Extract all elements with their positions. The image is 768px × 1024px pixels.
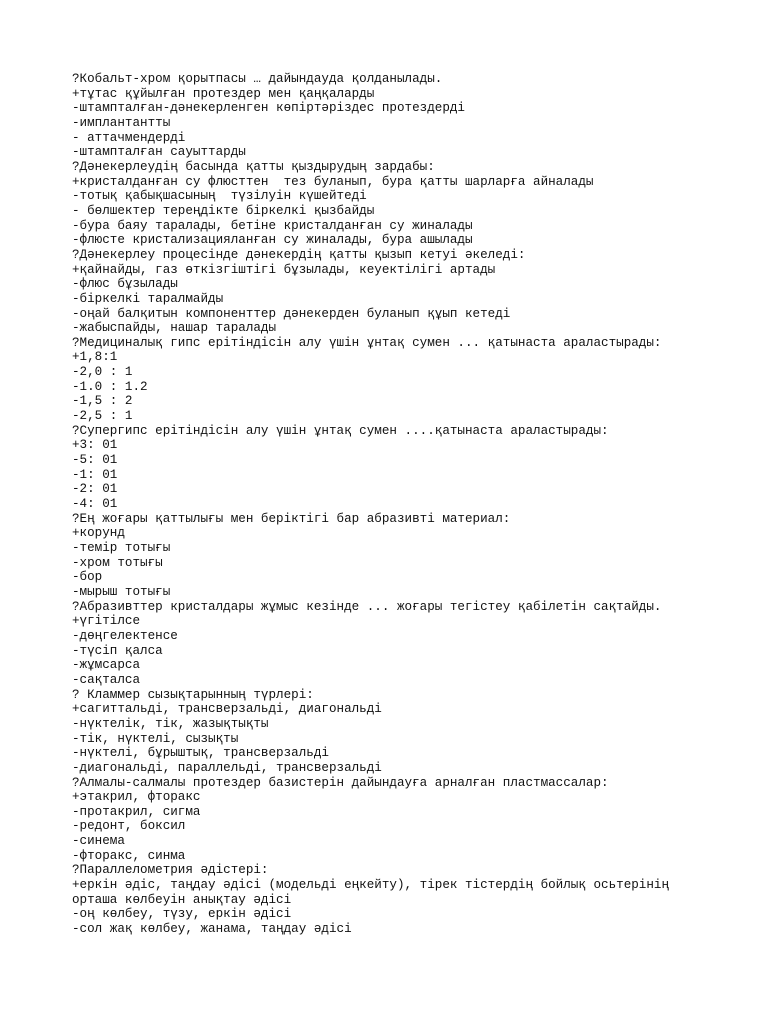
answer-option: -сол жақ көлбеу, жанама, таңдау әдісі [72,922,352,937]
answer-option: -бура баяу таралады, бетіне кристалданған су жиналады [72,218,473,233]
answer-option: -2,5 : 1 [72,409,133,424]
correct-answer: +тұтас құйылған протездер мен қаңқаларды [72,86,375,101]
answer-option: -4: 01 [72,497,118,512]
correct-answer: +еркін әдіс, таңдау әдісі (модельді еңкейту), тірек тістердің бойлық осьтерінің орташа көлбеуін анықтау әдісі [72,878,677,907]
answer-option: -біркелкі таралмайды [72,291,224,306]
answer-option: -флюсте кристализацияланған су жиналады, бура ашылады [72,233,473,248]
question-text: ?Алмалы-салмалы протездер базистерін дайындауға арналған пластмассалар: [72,775,609,790]
answer-option: -штампталған-дәнекерленген көпіртәріздес протездерді [72,101,465,116]
answer-option: -1: 01 [72,467,118,482]
answer-option: -фторакс, синма [72,848,186,863]
correct-answer: +корунд [72,526,125,541]
answer-option: - бөлшектер тереңдікте біркелкі қызбайды [72,203,375,218]
answer-option: -1,5 : 2 [72,394,133,409]
answer-option: -1.0 : 1.2 [72,379,148,394]
correct-answer: +үгітілсе [72,614,141,629]
question-text: ?Супергипс ерітіндісін алу үшін ұнтақ сумен ....қатынаста араластырады: [72,423,609,438]
answer-option: -флюс бұзылады [72,277,178,292]
question-text: ?Дәнекерлеу процесінде дәнекердің қатты қызып кетуі әкеледі: [72,247,526,262]
answer-option: -жұмсарса [72,658,141,673]
answer-option: -оңай балқитын компоненттер дәнекерден буланып құып кетеді [72,306,511,321]
answer-option: -нүктелік, тік, жазықтықты [72,716,269,731]
answer-option: -5: 01 [72,453,118,468]
question-text: ?Дәнекерлеудің басында қатты қыздырудың зардабы: [72,159,435,174]
correct-answer: +1,8:1 [72,350,118,365]
answer-option: -синема [72,834,125,849]
correct-answer: +сагиттальді, трансверзальді, диагональді [72,702,382,717]
answer-option: -тотық қабықшасының түзілуін күшейтеді [72,189,367,204]
answer-option: -түсіп қалса [72,643,163,658]
correct-answer: +кристалданған су флюсттен тез буланып, бура қатты шарларға айналады [72,174,594,189]
answer-option: -2,0 : 1 [72,365,133,380]
answer-option: -сақталса [72,672,141,687]
answer-option: -протакрил, сигма [72,804,201,819]
answer-option: -мырыш тотығы [72,584,171,599]
answer-option: -дөңгелектенсе [72,628,178,643]
document-body [72,72,692,937]
answer-option: -2: 01 [72,482,118,497]
answer-option: -бор [72,570,103,585]
correct-answer: +қайнайды, газ өткізгіштігі бұзылады, кеуектілігі артады [72,262,496,277]
answer-option: -нүктелі, бұрыштық, трансверзальді [72,746,329,761]
question-text: ?Ең жоғары қаттылығы мен беріктігі бар абразивті материал: [72,511,511,526]
answer-option: -штампталған сауыттарды [72,145,246,160]
answer-option: -темір тотығы [72,541,171,555]
answer-option: -оң көлбеу, түзу, еркін әдісі [72,907,292,922]
question-text: ? Кламмер сызықтарынның түрлері: [72,687,314,702]
answer-option: -жабыспайды, нашар таралады [72,321,277,336]
answer-option: -имплантантты [72,115,171,130]
correct-answer: +3: 01 [72,438,118,453]
answer-option: -диагональді, параллельді, трансверзальді [72,760,382,775]
answer-option: -редонт, боксил [72,819,186,834]
correct-answer: +этакрил, фторакс [72,790,201,805]
question-text: ?Параллелометрия әдістері: [72,863,269,878]
answer-option: -хром тотығы [72,555,163,570]
answer-option: -тік, нүктелі, сызықты [72,731,239,746]
answer-option: - аттачмендерді [72,130,186,145]
question-text: ?Абразивттер кристалдары жұмыс кезінде ... жоғары тегістеу қабілетін сақтайды. [72,599,662,614]
question-text: ?Кобальт-хром қорытпасы … дайындауда қолданылады. [72,72,443,86]
question-text: ?Медициналық гипс ерітіндісін алу үшін ұнтақ сумен ... қатынаста араластырады: [72,335,662,350]
